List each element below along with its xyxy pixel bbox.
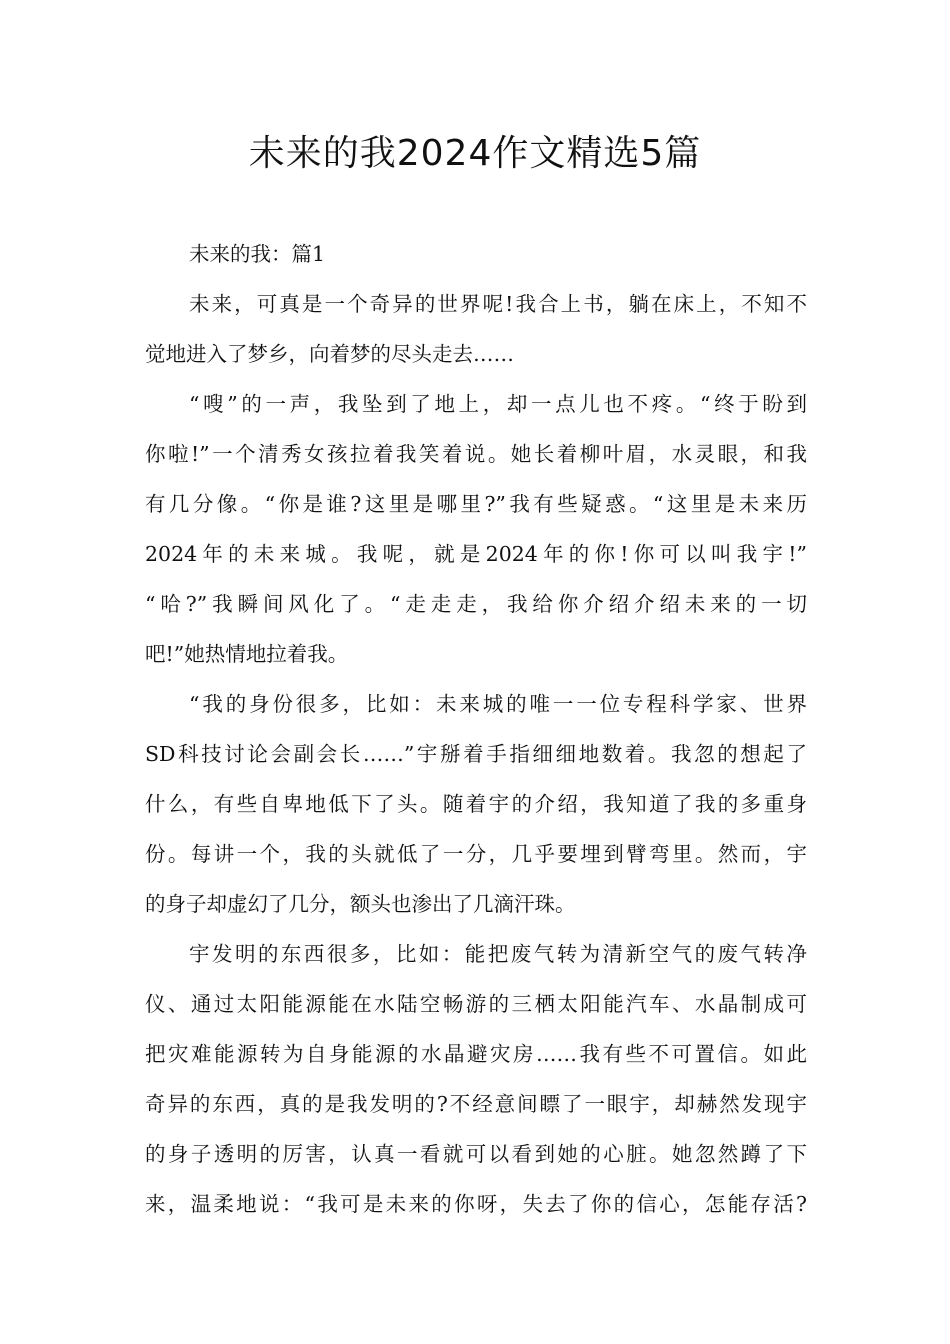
text-line: SD科技讨论会副会长……”宇掰着手指细细地数着。我忽的想起了 <box>145 742 807 766</box>
text-line: 有几分像。“你是谁?这里是哪里?”我有些疑惑。“这里是未来历 <box>145 492 807 516</box>
text-line: “嗖”的一声，我坠到了地上，却一点儿也不疼。“终于盼到 <box>189 392 807 416</box>
text-line: 吧!”她热情地拉着我。 <box>145 642 349 666</box>
text-line: 2024年的未来城。我呢，就是2024年的你!你可以叫我宇!” <box>145 542 807 566</box>
text-line: 的身子透明的厉害，认真一看就可以看到她的心脏。她忽然蹲了下 <box>145 1142 807 1166</box>
text-line: “我的身份很多，比如：未来城的唯一一位专程科学家、世界 <box>189 692 807 716</box>
section-heading: 未来的我：篇1 <box>189 242 326 266</box>
document-title: 未来的我2024作文精选5篇 <box>248 133 702 174</box>
text-line: 的身子却虚幻了几分，额头也渗出了几滴汗珠。 <box>145 892 576 916</box>
text-line: 来，温柔地说：“我可是未来的你呀，失去了你的信心，怎能存活? <box>145 1192 807 1216</box>
text-line: 份。每讲一个，我的头就低了一分，几乎要埋到臂弯里。然而，宇 <box>145 842 807 866</box>
document-body <box>145 229 807 1229</box>
text-line: 你啦!”一个清秀女孩拉着我笑着说。她长着柳叶眉，水灵眼，和我 <box>145 442 807 466</box>
text-line: 仪、通过太阳能源能在水陆空畅游的三栖太阳能汽车、水晶制成可 <box>145 992 807 1016</box>
text-line: 宇发明的东西很多，比如：能把废气转为清新空气的废气转净 <box>189 942 807 966</box>
text-line: 奇异的东西，真的是我发明的?不经意间瞟了一眼宇，却赫然发现宇 <box>145 1092 807 1116</box>
text-line: 什么，有些自卑地低下了头。随着宇的介绍，我知道了我的多重身 <box>145 792 807 816</box>
text-line: 觉地进入了梦乡，向着梦的尽头走去…… <box>145 342 514 366</box>
text-line: 把灾难能源转为自身能源的水晶避灾房……我有些不可置信。如此 <box>145 1042 807 1066</box>
text-line: 未来，可真是一个奇异的世界呢!我合上书，躺在床上，不知不 <box>189 292 807 316</box>
text-line: “哈?”我瞬间风化了。“走走走，我给你介绍介绍未来的一切 <box>145 592 807 616</box>
